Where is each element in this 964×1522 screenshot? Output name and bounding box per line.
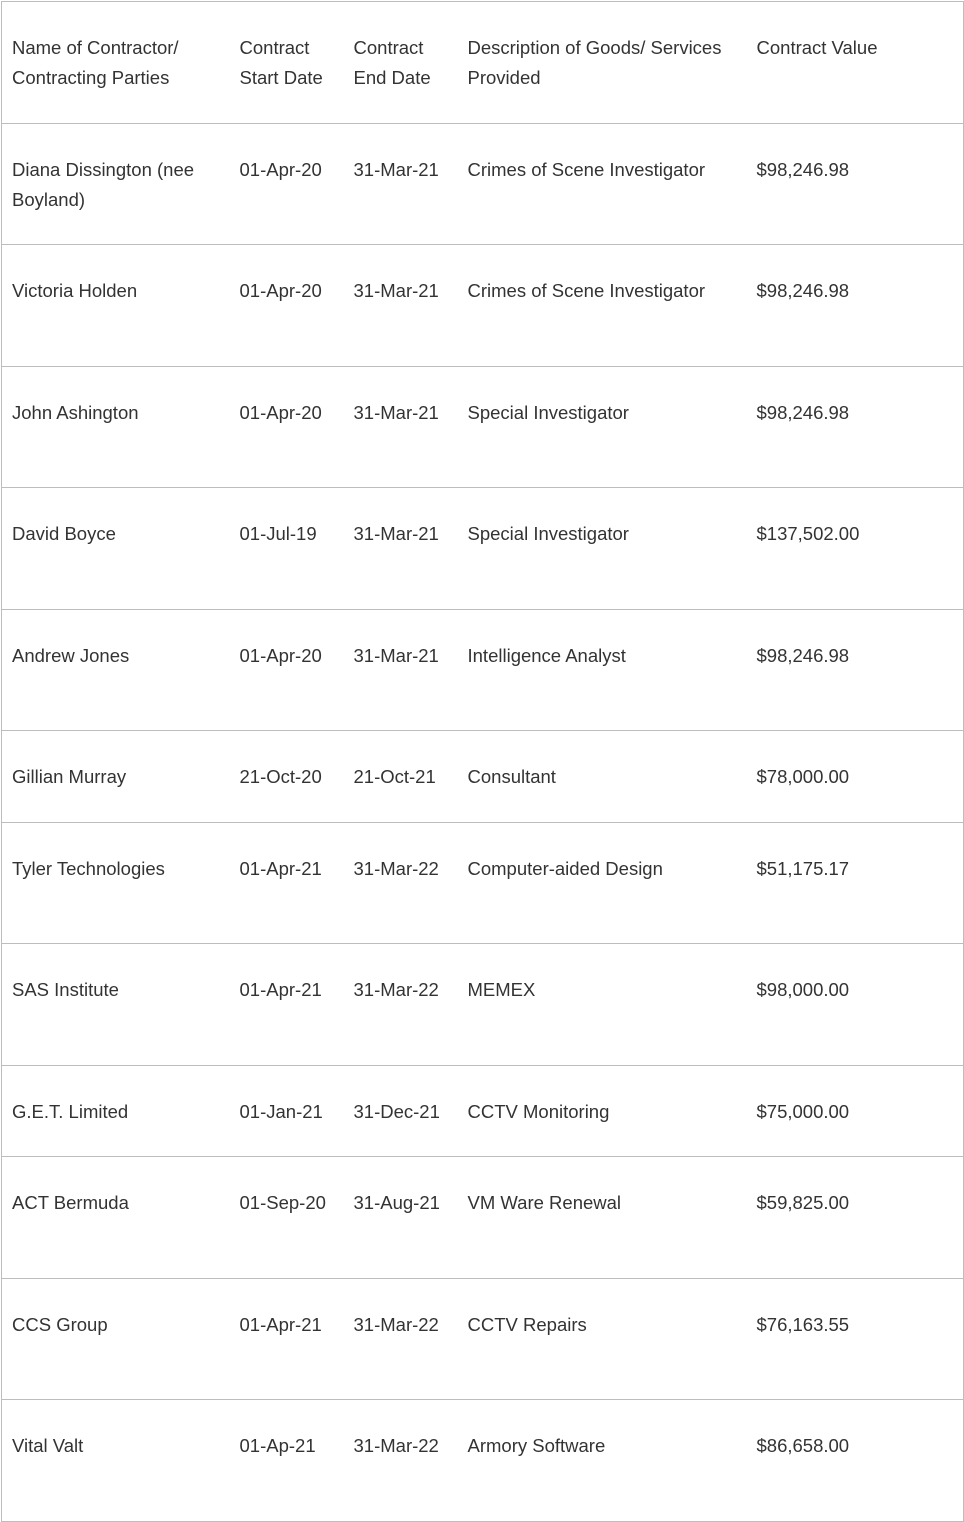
cell-start-date: 01-Apr-20 xyxy=(230,123,344,245)
cell-start-date: 01-Apr-20 xyxy=(230,245,344,367)
cell-contractor-name: David Boyce xyxy=(2,488,230,610)
cell-contractor-name: Vital Valt xyxy=(2,1400,230,1522)
cell-end-date: 31-Mar-22 xyxy=(344,822,458,944)
contracts-table xyxy=(1,1,964,1522)
cell-end-date: 31-Mar-22 xyxy=(344,944,458,1066)
cell-contract-value: $59,825.00 xyxy=(747,1157,964,1279)
header-contract-value: Contract Value xyxy=(747,2,964,124)
cell-description: Computer-aided Design xyxy=(458,822,747,944)
cell-contract-value: $98,246.98 xyxy=(747,366,964,488)
cell-description: Special Investigator xyxy=(458,488,747,610)
cell-description: Consultant xyxy=(458,731,747,823)
cell-contract-value: $137,502.00 xyxy=(747,488,964,610)
header-contractor-name: Name of Contractor/ Contracting Parties xyxy=(2,2,230,124)
table-row xyxy=(2,1400,964,1522)
cell-description: Armory Software xyxy=(458,1400,747,1522)
cell-contract-value: $76,163.55 xyxy=(747,1278,964,1400)
table-row xyxy=(2,488,964,610)
cell-end-date: 31-Mar-21 xyxy=(344,366,458,488)
header-description: Description of Goods/ Services Provided xyxy=(458,2,747,124)
cell-description: MEMEX xyxy=(458,944,747,1066)
cell-start-date: 01-Jul-19 xyxy=(230,488,344,610)
cell-contract-value: $75,000.00 xyxy=(747,1065,964,1157)
cell-start-date: 01-Apr-20 xyxy=(230,366,344,488)
cell-start-date: 01-Ap-21 xyxy=(230,1400,344,1522)
cell-end-date: 31-Mar-21 xyxy=(344,488,458,610)
cell-contract-value: $98,246.98 xyxy=(747,123,964,245)
cell-end-date: 21-Oct-21 xyxy=(344,731,458,823)
cell-end-date: 31-Mar-22 xyxy=(344,1278,458,1400)
header-end-date: Contract End Date xyxy=(344,2,458,124)
table-row xyxy=(2,123,964,245)
table-row xyxy=(2,1278,964,1400)
cell-contractor-name: G.E.T. Limited xyxy=(2,1065,230,1157)
cell-start-date: 01-Apr-20 xyxy=(230,609,344,731)
cell-start-date: 01-Apr-21 xyxy=(230,822,344,944)
cell-contractor-name: Tyler Technologies xyxy=(2,822,230,944)
cell-contractor-name: Andrew Jones xyxy=(2,609,230,731)
cell-start-date: 21-Oct-20 xyxy=(230,731,344,823)
table-row xyxy=(2,822,964,944)
cell-description: CCTV Repairs xyxy=(458,1278,747,1400)
table-row xyxy=(2,366,964,488)
cell-description: Intelligence Analyst xyxy=(458,609,747,731)
table-row xyxy=(2,731,964,823)
cell-contractor-name: Victoria Holden xyxy=(2,245,230,367)
table-row xyxy=(2,1065,964,1157)
cell-contractor-name: SAS Institute xyxy=(2,944,230,1066)
table-row xyxy=(2,1157,964,1279)
cell-contract-value: $98,000.00 xyxy=(747,944,964,1066)
cell-end-date: 31-Mar-21 xyxy=(344,245,458,367)
cell-description: Special Investigator xyxy=(458,366,747,488)
cell-end-date: 31-Mar-22 xyxy=(344,1400,458,1522)
cell-contractor-name: Diana Dissington (nee Boyland) xyxy=(2,123,230,245)
cell-contractor-name: John Ashington xyxy=(2,366,230,488)
cell-contractor-name: CCS Group xyxy=(2,1278,230,1400)
cell-description: VM Ware Renewal xyxy=(458,1157,747,1279)
cell-start-date: 01-Sep-20 xyxy=(230,1157,344,1279)
cell-description: CCTV Monitoring xyxy=(458,1065,747,1157)
cell-end-date: 31-Mar-21 xyxy=(344,609,458,731)
header-start-date: Contract Start Date xyxy=(230,2,344,124)
table-row xyxy=(2,944,964,1066)
cell-start-date: 01-Apr-21 xyxy=(230,944,344,1066)
cell-contract-value: $98,246.98 xyxy=(747,609,964,731)
cell-contract-value: $51,175.17 xyxy=(747,822,964,944)
table-header-row xyxy=(2,2,964,124)
cell-contractor-name: Gillian Murray xyxy=(2,731,230,823)
cell-contract-value: $78,000.00 xyxy=(747,731,964,823)
table-row xyxy=(2,609,964,731)
cell-contract-value: $98,246.98 xyxy=(747,245,964,367)
cell-start-date: 01-Jan-21 xyxy=(230,1065,344,1157)
cell-description: Crimes of Scene Investigator xyxy=(458,123,747,245)
cell-end-date: 31-Dec-21 xyxy=(344,1065,458,1157)
cell-contract-value: $86,658.00 xyxy=(747,1400,964,1522)
cell-start-date: 01-Apr-21 xyxy=(230,1278,344,1400)
cell-contractor-name: ACT Bermuda xyxy=(2,1157,230,1279)
cell-end-date: 31-Aug-21 xyxy=(344,1157,458,1279)
table-row xyxy=(2,245,964,367)
cell-description: Crimes of Scene Investigator xyxy=(458,245,747,367)
cell-end-date: 31-Mar-21 xyxy=(344,123,458,245)
